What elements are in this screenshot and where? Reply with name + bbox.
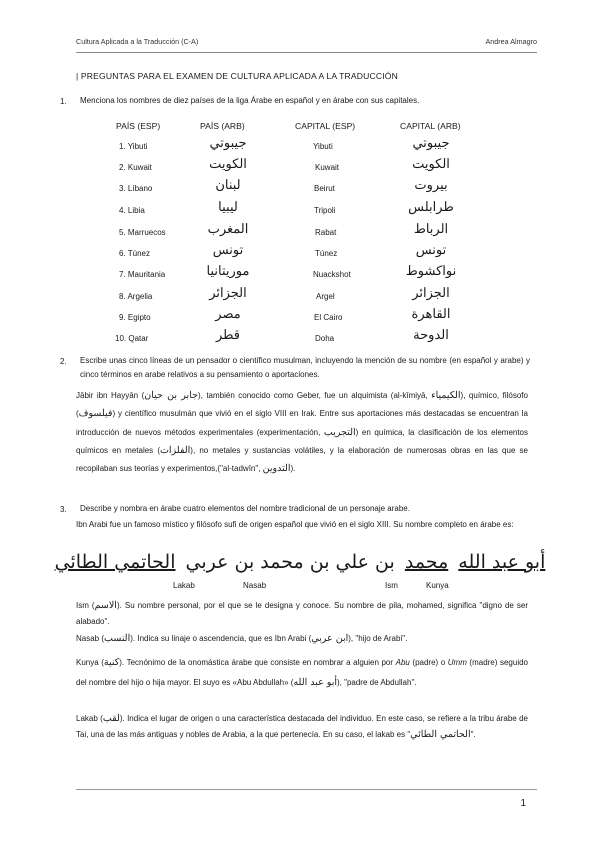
row9-capital-arb: القاهرة bbox=[411, 307, 451, 322]
row5-capital-arb: الرباط bbox=[413, 222, 449, 237]
header-left: Cultura Aplicada a la Traducción (C-A) bbox=[76, 37, 199, 46]
label-kunya: Kunya bbox=[426, 581, 449, 590]
q2-ar1: جابر بن حيان bbox=[144, 390, 198, 401]
row6-capital-arb: تونس bbox=[415, 243, 447, 258]
nasab-paragraph bbox=[76, 631, 528, 647]
row10-pais-arb: قطر bbox=[215, 328, 241, 343]
ism-ar: الاسم bbox=[94, 600, 117, 611]
full-arabic-name bbox=[0, 551, 600, 573]
row5-pais-esp: 5. Marruecos bbox=[119, 228, 166, 237]
row3-pais-arb: لبنان bbox=[215, 178, 241, 193]
kunya-paragraph bbox=[76, 653, 528, 692]
q2-p3: ), químico, filósofo ( bbox=[76, 391, 528, 419]
row8-capital-arb: الجزائر bbox=[412, 286, 450, 301]
q2-p1: Jābir ibn Hayyān ( bbox=[76, 391, 145, 400]
label-nasab: Nasab bbox=[243, 581, 267, 590]
row8-pais-esp: 8. Argelia bbox=[119, 292, 153, 301]
q3-intro: Ibn Arabi fue un famoso místico y filósofo sufi de origen español que vivió en el siglo XIII. Su nombre completo en árabe es: bbox=[76, 520, 514, 529]
row4-capital-arb: طرابلس bbox=[408, 200, 454, 215]
row8-capital-esp: Argel bbox=[316, 292, 335, 301]
lakab-ar: لقب bbox=[102, 713, 120, 724]
row10-capital-arb: الدوحة bbox=[413, 328, 449, 343]
row6-pais-esp: 6. Túnez bbox=[119, 249, 150, 258]
q3-number: 3. bbox=[60, 505, 67, 514]
q2-p7: ). bbox=[290, 464, 296, 474]
lakab-c: ". bbox=[470, 729, 476, 739]
q2-ar6: التدوين bbox=[262, 463, 291, 475]
row4-pais-esp: 4. Libia bbox=[119, 206, 145, 215]
row6-pais-arb: تونس bbox=[212, 243, 244, 258]
lakab-b: ). Indica el lugar de origen o una característica destacada del individuo. En este caso, se refiere a la tribu árabe de Tai, una de las más antiguas y nobles de Arabia, a la que pertenecía. En su caso, el lakab es " bbox=[76, 714, 528, 739]
th-capital-esp: CAPITAL (ESP) bbox=[295, 121, 356, 131]
page-title: | PREGUNTAS PARA EL EXAMEN DE CULTURA APLICADA A LA TRADUCCIÓN bbox=[76, 71, 398, 81]
q2-number: 2. bbox=[60, 357, 67, 366]
kunya-ar2: أبو عبد الله bbox=[293, 676, 337, 688]
row4-pais-arb: ليبيا bbox=[218, 200, 238, 215]
q2-ar4: التجريب bbox=[323, 426, 356, 438]
q2-ar2: الكيمياء bbox=[431, 390, 461, 401]
q2-p6: ), no metales y sustancias volátiles, y la elaboración de numerosas obras en las que se recopilaban sus teorías y experimentos,("al-tadwīn", bbox=[76, 445, 528, 474]
kunya-a: Kunya ( bbox=[76, 658, 104, 667]
q3-text: Describe y nombra en árabe cuatro elementos del nombre tradicional de un personaje arabe. bbox=[80, 504, 410, 513]
row7-pais-esp: 7. Mauritania bbox=[119, 270, 166, 279]
name-ism: محمد bbox=[404, 551, 449, 573]
q1-number: 1. bbox=[60, 97, 67, 106]
row5-capital-esp: Rabat bbox=[315, 228, 337, 237]
row2-capital-arb: الكويت bbox=[412, 157, 450, 172]
page-number: 1 bbox=[520, 798, 526, 809]
kunya-c: (padre) o bbox=[409, 658, 448, 667]
row5-pais-arb: المغرب bbox=[207, 222, 249, 237]
row9-pais-arb: مصر bbox=[215, 307, 241, 322]
q2-text: Escribe unas cinco líneas de un pensador o científico musulman, incluyendo la mención de su nombre (en español y arabe) y cinco términos en arabe relativos a su pensamiento o aportaciones. bbox=[80, 356, 530, 379]
row3-capital-esp: Beirut bbox=[314, 184, 335, 193]
q2-p2: ), también conocido como Geber, fue un alquimista (al-kīmiyā, bbox=[197, 391, 432, 400]
q2-p5: ) en química, la clasificación de los elementos químicos en metales ( bbox=[76, 427, 529, 455]
th-pais-esp: PAÍS (ESP) bbox=[116, 121, 161, 131]
kunya-ar: كنية bbox=[103, 657, 120, 668]
th-pais-arb: PAÍS (ARB) bbox=[200, 121, 245, 131]
row8-pais-arb: الجزائر bbox=[209, 286, 247, 301]
row10-pais-esp: 10. Qatar bbox=[115, 334, 149, 343]
kunya-umm: Umm bbox=[447, 658, 467, 667]
kunya-e: ), "padre de Abdullah". bbox=[337, 677, 417, 687]
row7-capital-arb: نواكشوط bbox=[405, 264, 457, 279]
row3-capital-arb: بيروت bbox=[414, 178, 448, 193]
row1-pais-arb: جيبوتي bbox=[209, 136, 247, 151]
ism-b: ). Su nombre personal, por el que se le designa y conoce. Su nombre de pila, mohamed, significa "digno de ser alabado". bbox=[76, 601, 529, 626]
lakab-ar2: الحاتمي الطائي bbox=[410, 728, 471, 740]
row3-pais-esp: 3. Líbano bbox=[119, 184, 153, 193]
row10-capital-esp: Doha bbox=[315, 334, 335, 343]
row4-capital-esp: Tripoli bbox=[314, 206, 336, 215]
row2-capital-esp: Kuwait bbox=[315, 163, 340, 172]
name-lakab: الحاتمي الطائي bbox=[54, 551, 176, 573]
kunya-b: ). Tecnónimo de la onomástica árabe que consiste en nombrar a alguien por bbox=[119, 658, 396, 667]
q2-answer bbox=[76, 387, 528, 478]
q2-p4: ) y científico musulmán que vivió en el siglo VIII en Irak. Entre sus aportaciones más destacadas se encuentran la introducción de nuevos métodos experimentales (experimentación, bbox=[76, 409, 528, 437]
row1-pais-esp: 1. Yibuti bbox=[119, 142, 148, 151]
th-capital-arb: CAPITAL (ARB) bbox=[400, 121, 461, 131]
ism-a: Ism ( bbox=[76, 601, 95, 610]
row7-pais-arb: موريتانيا bbox=[206, 264, 250, 279]
nasab-c: ), "hijo de Arabi". bbox=[348, 634, 408, 643]
nasab-b: ). Indica su linaje o ascendencia, que es Ibn Arabi ( bbox=[130, 634, 312, 643]
header-right: Andrea Almagro bbox=[485, 37, 537, 46]
footer-divider bbox=[76, 789, 537, 790]
ism-paragraph bbox=[76, 598, 528, 630]
name-kunya: أبو عبد الله bbox=[458, 551, 546, 573]
nasab-a: Nasab ( bbox=[76, 634, 105, 643]
row6-capital-esp: Túnez bbox=[315, 249, 338, 258]
kunya-abu: Abu bbox=[395, 658, 410, 667]
row1-capital-arb: جيبوتي bbox=[412, 136, 450, 151]
nasab-ar: النسب bbox=[104, 633, 131, 644]
q2-ar5: الفلزات bbox=[159, 444, 191, 456]
row2-pais-arb: الكويت bbox=[209, 157, 247, 172]
q2-ar3: فيلسوف bbox=[78, 408, 113, 420]
label-ism: Ism bbox=[385, 581, 398, 590]
name-nasab: بن علي بن محمد بن عربي bbox=[185, 551, 395, 573]
row2-pais-esp: 2. Kuwait bbox=[119, 163, 152, 172]
lakab-paragraph bbox=[76, 711, 528, 742]
lakab-a: Lakab ( bbox=[76, 714, 103, 723]
row9-pais-esp: 9. Egipto bbox=[119, 313, 151, 322]
row7-capital-esp: Nuackshot bbox=[313, 270, 351, 279]
row1-capital-esp: Yibuti bbox=[313, 142, 333, 151]
header-divider bbox=[76, 52, 537, 53]
row9-capital-esp: El Cairo bbox=[314, 313, 343, 322]
kunya-d: (madre) seguido del nombre del hijo o hija mayor. El suyo es «Abu Abdullah» ( bbox=[76, 658, 528, 687]
q1-text: Menciona los nombres de diez países de la liga Árabe en español y en árabe con sus capitales. bbox=[80, 96, 420, 105]
nasab-ar2: ابن عربي bbox=[311, 633, 349, 644]
label-lakab: Lakab bbox=[173, 581, 195, 590]
